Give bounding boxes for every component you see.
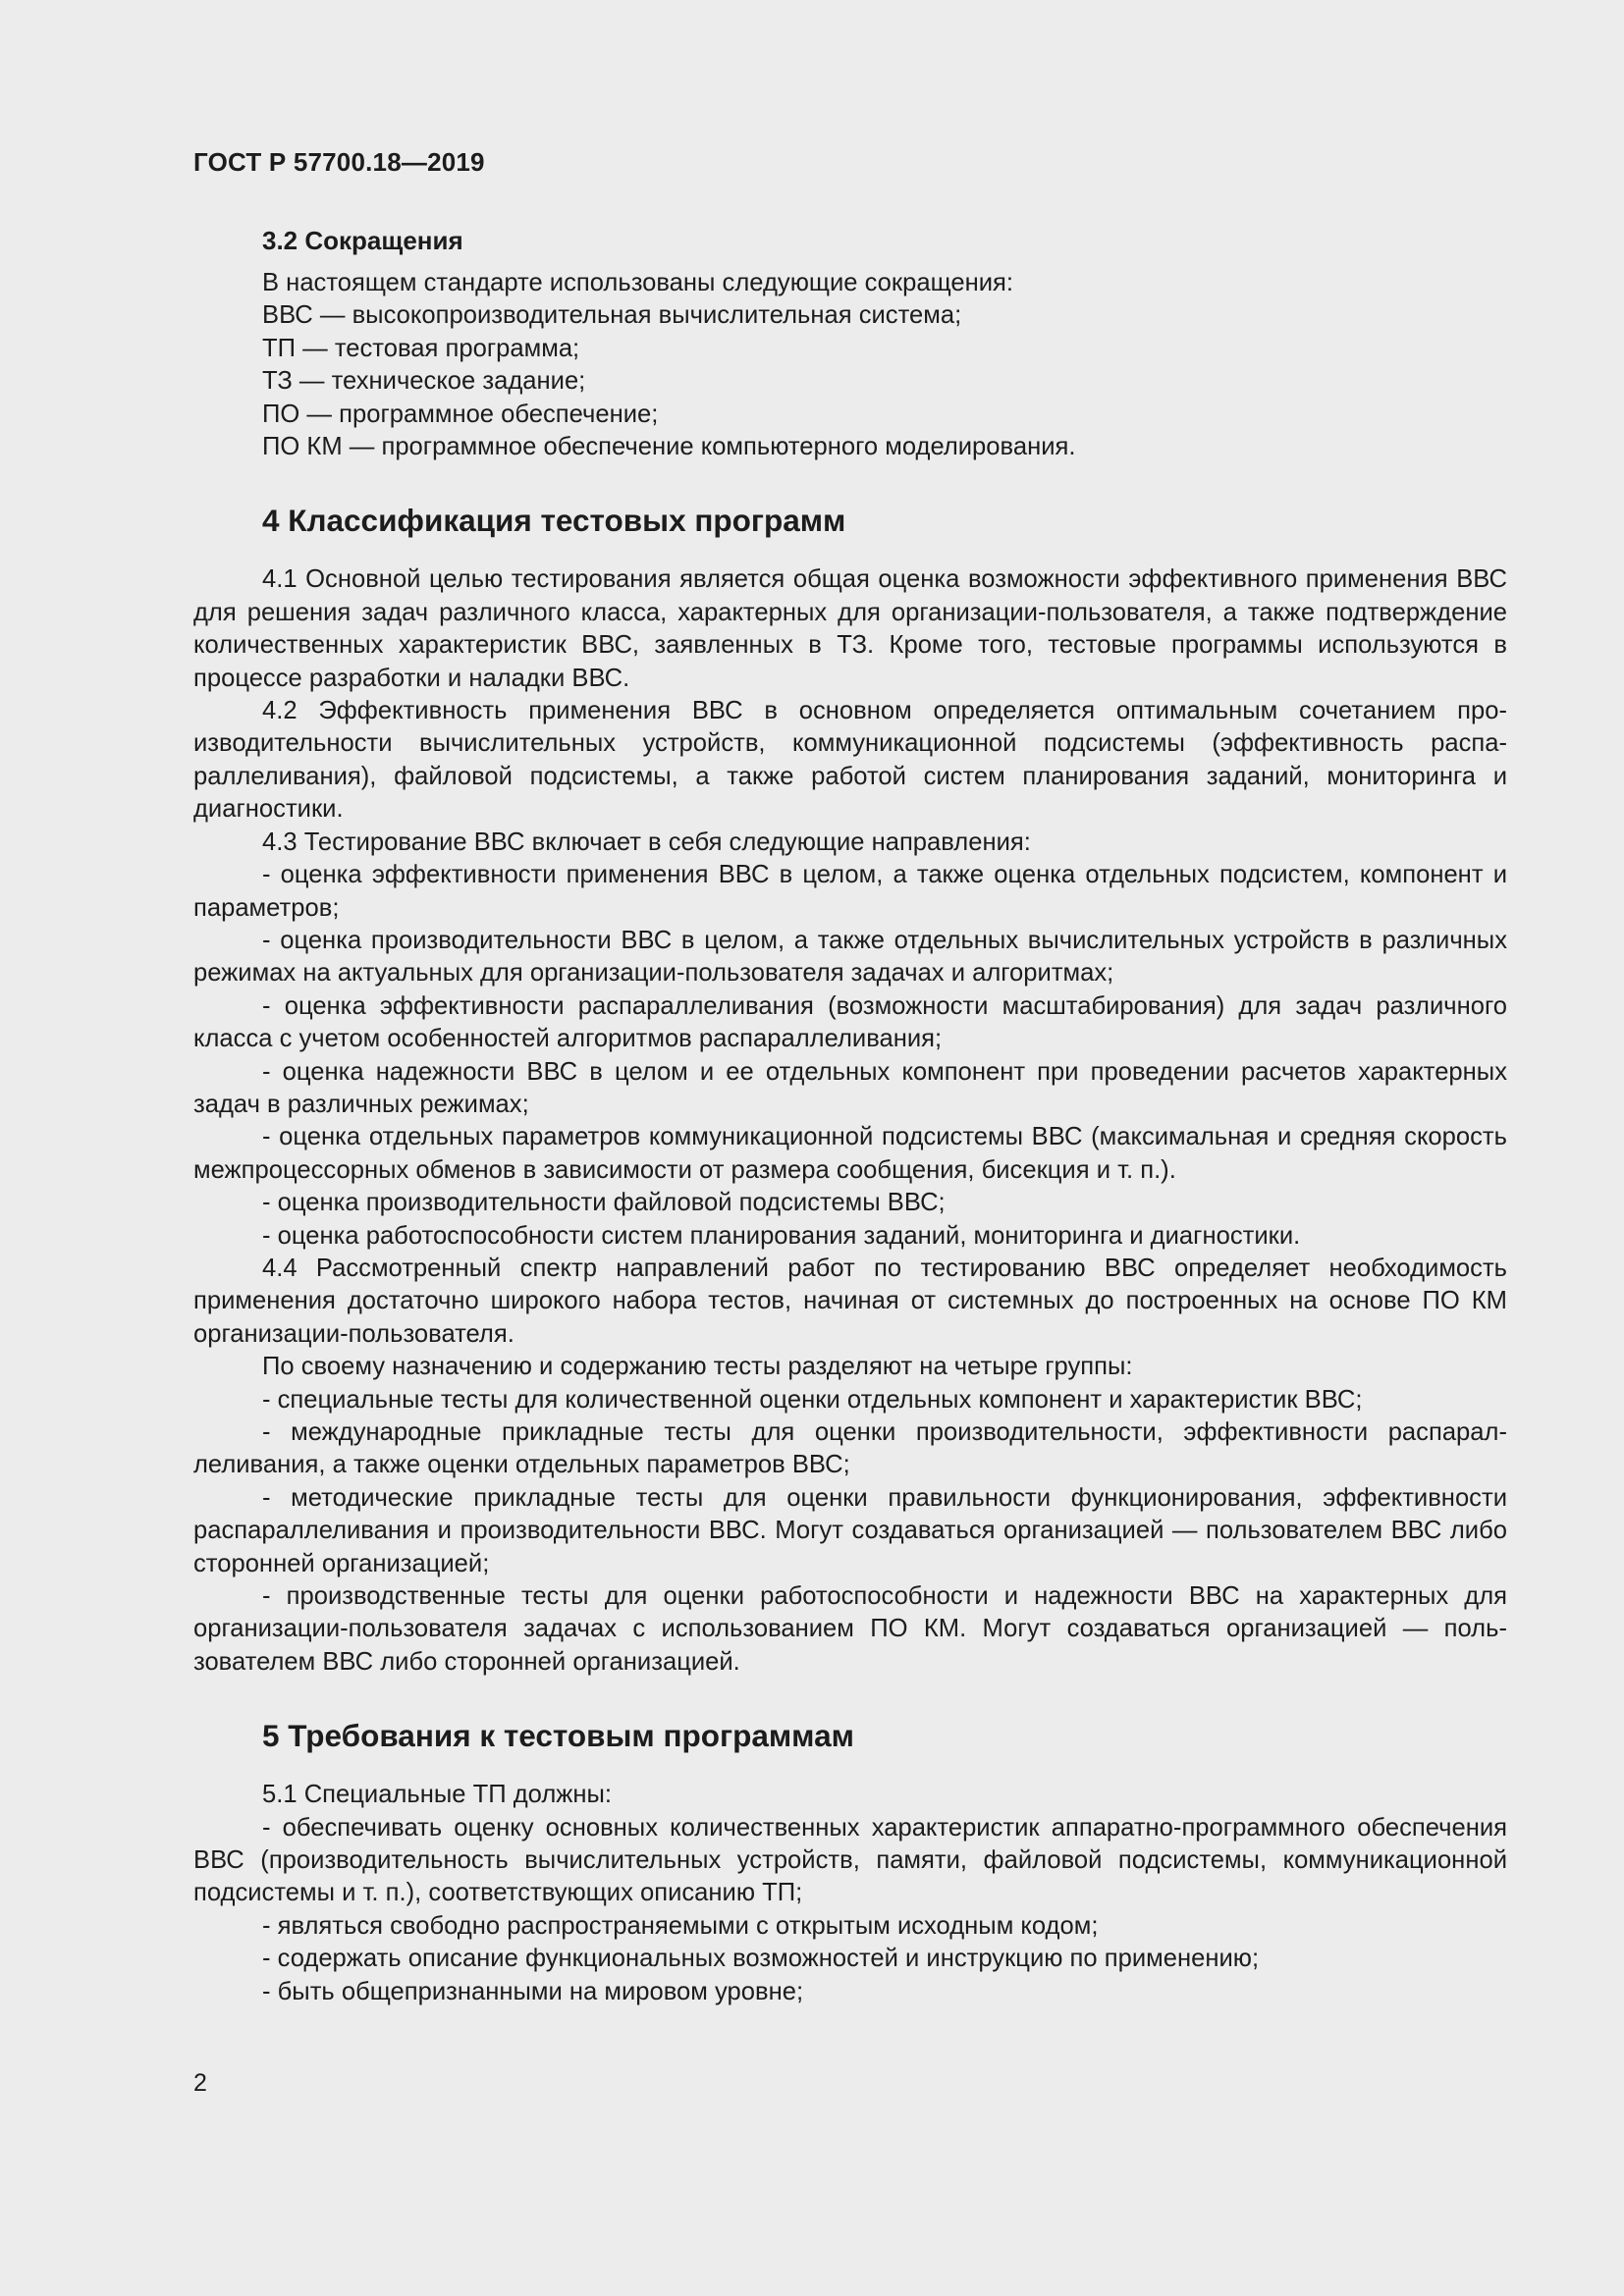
page-number: 2 <box>193 2069 207 2097</box>
paragraph-4-4-groups: По своему назначению и содержанию тесты разделяют на четыре группы: <box>262 1353 1133 1381</box>
list-item: - оценка эффективности применения ВВС в целом, а также оценка отдельных подсистем, компонент и параметров; <box>193 861 1507 922</box>
abbreviation-list <box>193 267 1507 463</box>
list-item: - являться свободно распространяемыми с открытым исходным кодом; <box>262 1911 1099 1940</box>
document-header: ГОСТ Р 57700.18—2019 <box>193 147 485 177</box>
section-3-2-title: 3.2 Сокращения <box>262 226 463 255</box>
abbreviation-intro: В настоящем стандарте использованы следующие сокращения: <box>262 269 1013 296</box>
paragraph-4-1: 4.1 Основной целью тестирования является общая оценка возможности эффективного применения ВВС для решения задач различного класса, характерных для организации-пользователя, а также подтверждение количественных характеристик ВВС, заявленных в ТЗ. Кроме того, тестовые программы используются в процессе разработки и наладки ВВС. <box>193 565 1507 692</box>
list-item: - содержать описание функциональных возможностей и инструкцию по применению; <box>262 1945 1260 1973</box>
list-item: - обеспечивать оценку основных количественных характеристик аппаратно-программного обеспечения ВВС (производительность вычислительных устройств, памяти, файловой подсистемы, коммуникационной подсистемы и т. п.), соответствующих описанию ТП; <box>193 1813 1507 1907</box>
list-item: - международные прикладные тесты для оценки производительности, эффективности распараллеливания, а также оценки отдельных параметров ВВС; <box>193 1418 1507 1479</box>
paragraph-4-2: 4.2 Эффективность применения ВВС в основном определяется оптимальным сочетанием производительности вычислительных устройств, коммуникационной подсистемы (эффективность распараллеливания), файловой подсистемы, а также работой систем планирования заданий, мониторинга и диагностики. <box>193 697 1507 824</box>
document-body <box>193 224 1507 2008</box>
abbreviation-item: ТЗ — техническое задание; <box>262 367 586 396</box>
list-item: - оценка производительности файловой подсистемы ВВС; <box>262 1189 946 1217</box>
list-item: - оценка надежности ВВС в целом и ее отдельных компонент при проведении расчетов характерных задач в различных режимах; <box>193 1057 1507 1118</box>
list-item: - быть общепризнанными на мировом уровне; <box>262 1977 804 2005</box>
paragraph-4-4: 4.4 Рассмотренный спектр направлений работ по тестированию ВВС определяет необходимость применения достаточно широкого набора тестов, начиная от системных до построенных на основе ПО КМ организации-пользователя. <box>193 1254 1507 1348</box>
paragraph-5-1: 5.1 Специальные ТП должны: <box>262 1781 613 1809</box>
abbreviation-item: ПО — программное обеспечение; <box>262 400 659 428</box>
list-item: - оценка производительности ВВС в целом, а также отдельных вычислительных устройств в различных режимах на актуальных для организации-пользователя задачах и алгоритмах; <box>193 926 1507 988</box>
list-item: - методические прикладные тесты для оценки правильности функционирования, эффективности распараллеливания и производительности ВВС. Могут создаваться организацией — пользователем ВВС либо сторонней организацией; <box>193 1483 1507 1577</box>
list-item: - оценка эффективности распараллеливания (возможности масштабирования) для задач различного класса с учетом особенностей алгоритмов распараллеливания; <box>193 991 1507 1053</box>
list-item: - оценка работоспособности систем планирования заданий, мониторинга и диагностики. <box>262 1221 1301 1250</box>
abbreviation-item: ВВС — высокопроизводительная вычислительная система; <box>262 301 962 330</box>
list-item: - производственные тесты для оценки работоспособности и надежности ВВС на характерных для организации-пользователя задачах с использованием ПО КМ. Могут создаваться организацией — пользователем ВВС либо сторонней организацией. <box>193 1582 1507 1676</box>
list-item: - оценка отдельных параметров коммуникационной подсистемы ВВС (максимальная и средняя скорость межпроцессорных обменов в зависимости от размера сообщения, бисекция и т. п.). <box>193 1123 1507 1184</box>
list-item: - специальные тесты для количественной оценки отдельных компонент и характеристик ВВС; <box>262 1385 1363 1414</box>
section-5-title: 5 Требования к тестовым программам <box>262 1718 854 1754</box>
abbreviation-item: ПО КМ — программное обеспечение компьютерного моделирования. <box>262 433 1076 461</box>
abbreviation-item: ТП — тестовая программа; <box>262 334 580 362</box>
paragraph-4-3: 4.3 Тестирование ВВС включает в себя следующие направления: <box>262 828 1031 856</box>
section-4-title: 4 Классификация тестовых программ <box>262 503 846 539</box>
